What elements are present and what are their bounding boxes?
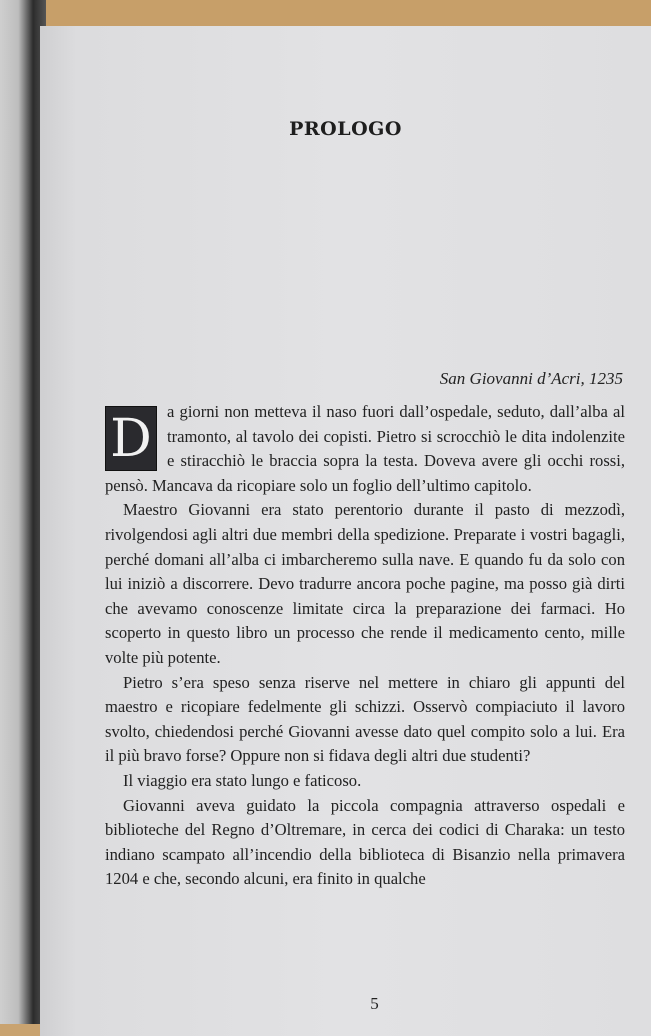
paragraph-2: Maestro Giovanni era stato perentorio durante il pasto di mezzodì, rivolgendosi agli altri due membri della spedizione. Preparate i vostri bagagli, perché domani all’alba ci imbarcheremo sulla nave. E quando fu da solo con lui iniziò a discorrere. Devo tradurre ancora poche pagine, ma posso già dirti che avevamo conoscenze limitate circa la preparazione dei farmaci. Ho scoperto in questo libro un processo che rende il medicamento cento, mille volte più potente.	[105, 500, 625, 667]
body-text	[105, 400, 625, 892]
place-date-line: San Giovanni d’Acri, 1235	[439, 369, 623, 388]
paragraph-3: Pietro s’era speso senza riserve nel mettere in chiaro gli appunti del maestro e ricopiare fedelmente gli schizzi. Osservò compiaciuto il lavoro svolto, chiedendosi perché Giovanni avesse dato quel compito solo a lui. Era il più bravo forse? Oppure non si fidava degli altri due studenti?	[105, 672, 625, 766]
paragraph-1-text: a giorni non metteva il naso fuori dall’ospedale, seduto, dall’alba al tramonto, al tavolo dei copisti. Pietro si scrocchiò le dita indolenzite e stiracchiò le braccia sopra la testa. Doveva avere gli occhi rossi, pensò. Mancava da ricopiare solo un foglio dell’ultimo capitolo.	[105, 402, 625, 495]
drop-cap: D	[105, 406, 157, 471]
paragraph-1	[105, 400, 625, 498]
chapter-title: PROLOGO	[289, 118, 402, 140]
page-number: 5	[370, 994, 379, 1013]
paragraph-5: Giovanni aveva guidato la piccola compagnia attraverso ospedali e biblioteche del Regno d’Oltremare, in cerca dei codici di Charaka: un testo indiano scampato all’incendio della biblioteca di Bisanzio nella primavera 1204 e che, secondo alcuni, era finito in qualche	[105, 795, 625, 889]
paragraph-4: Il viaggio era stato lungo e faticoso.	[123, 770, 362, 790]
